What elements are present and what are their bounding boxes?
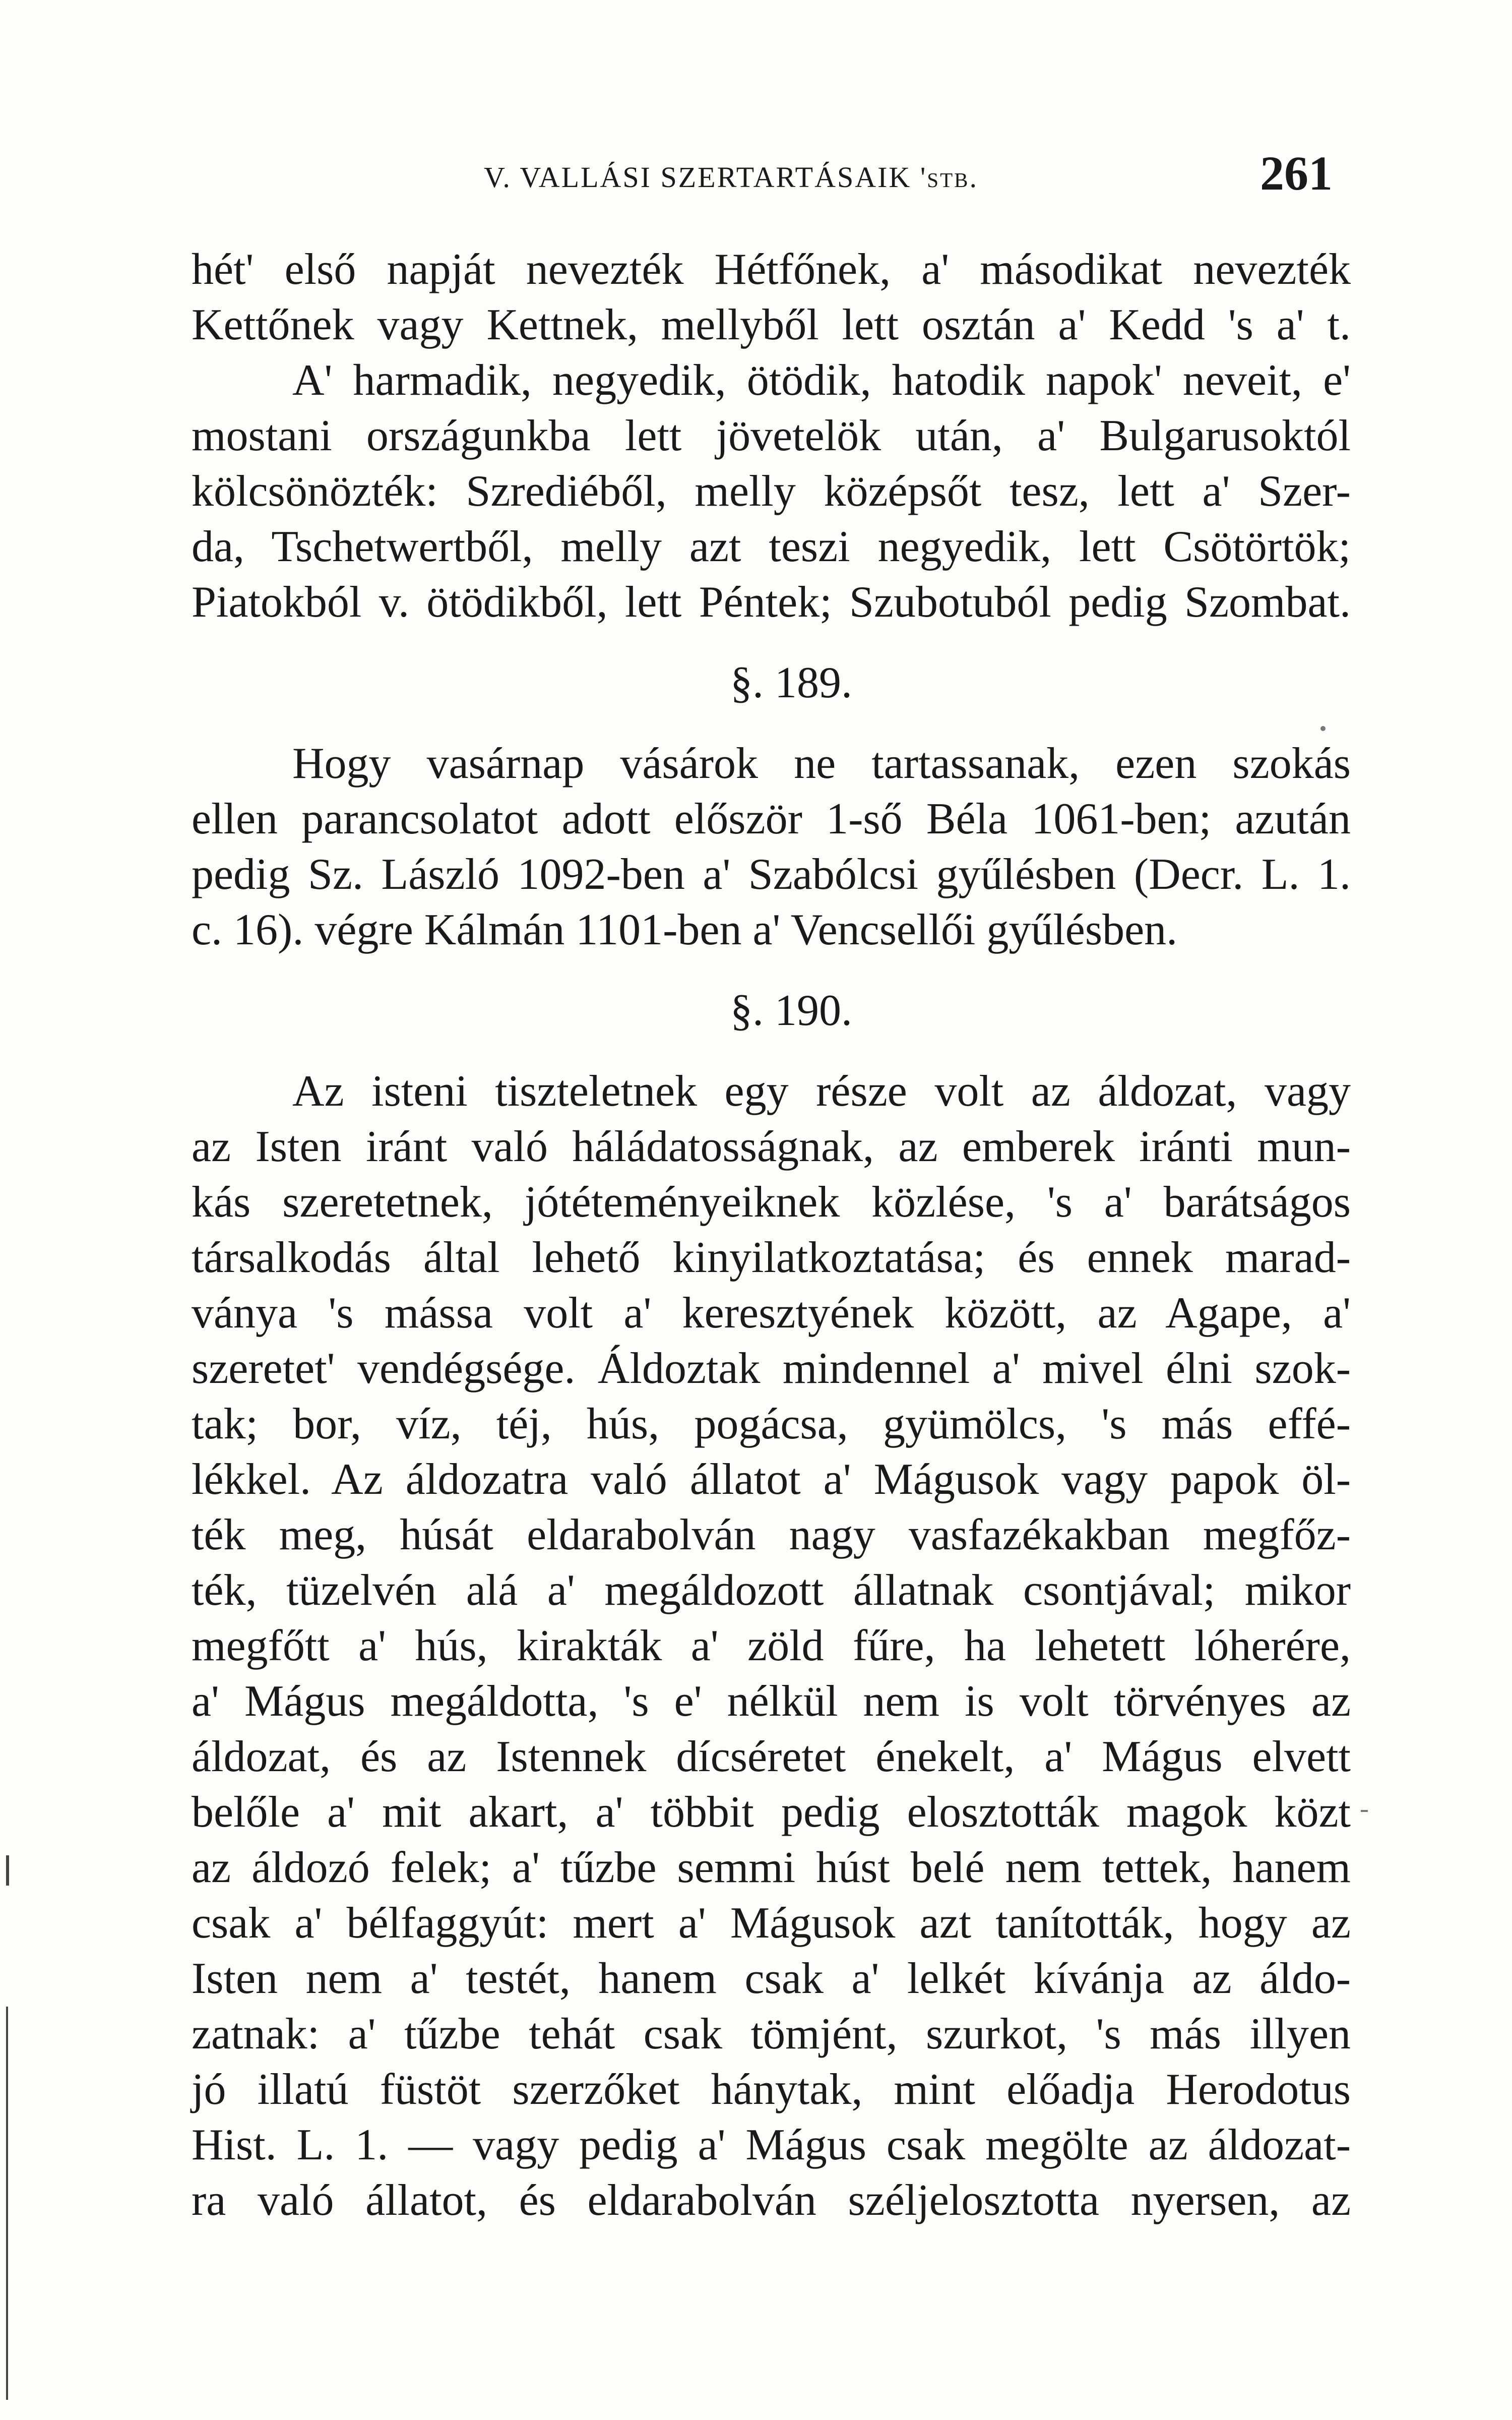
text-line: Hist. L. 1. — vagy pedig a' Mágus csak megölte az áldozat- [192,2121,1351,2169]
text-line: az áldozó felek; a' tűzbe semmi húst belé nem tettek, hanem [192,1843,1351,1892]
margin-binding-mark [6,2007,8,2400]
text-line: ték meg, húsát eldarabolván nagy vasfazékakban megfőz- [192,1510,1351,1559]
text-line: pedig Sz. László 1092-ben a' Szabólcsi gyűlésben (Decr. L. 1. [192,850,1351,899]
text-line: tak; bor, víz, téj, hús, pogácsa, gyümölcs, 's más effé- [192,1400,1351,1448]
text-line: kölcsönözték: Szrediéből, melly középsőt tesz, lett a' Szer- [192,467,1351,516]
text-line: ra való állatot, és eldarabolván széljelosztotta nyersen, az [192,2176,1351,2225]
text-line: kás szeretetnek, jótéteményeiknek közlése, 's a' barátságos [192,1178,1351,1227]
text-line: da, Tschetwertből, melly azt teszi negyedik, lett Csötörtök; [192,522,1351,571]
text-line: zatnak: a' tűzbe tehát csak tömjént, szurkot, 's más illyen [192,2010,1351,2059]
text-line: ellen parancsolatot adott először 1-ső Béla 1061-ben; azután [192,795,1351,843]
text-line: Hogy vasárnap vásárok ne tartassanak, ezen szokás [292,739,1351,788]
text-line: Isten nem a' testét, hanem csak a' lelkét kívánja az áldo- [192,1954,1351,2003]
section-190-paragraph [192,1064,1351,2228]
text-line: szeretet' vendégsége. Áldoztak mindennel a' mivel élni szok- [192,1344,1351,1393]
running-head: V. VALLÁSI SZERTARTÁSAIK 'stb. [484,161,978,194]
text-line: csak a' bélfaggyút: mert a' Mágusok azt tanították, hogy az [192,1899,1351,1948]
text-line: belőle a' mit akart, a' többit pedig elosztották magok közt [192,1788,1351,1837]
text-line: ték, tüzelvén alá a' megáldozott állatnak csontjával; mikor [192,1566,1351,1615]
text-line: áldozat, és az Istennek dícséretet énekelt, a' Mágus elvett [192,1732,1351,1781]
text-line: az Isten iránt való háládatosságnak, az emberek iránti mun- [192,1122,1351,1171]
text-line: társalkodás által lehető kinyilatkoztatása; és ennek marad- [192,1233,1351,1282]
section-189-paragraph [192,736,1351,958]
text-line: Az isteni tiszteletnek egy része volt az áldozat, vagy [292,1067,1351,1116]
text-line: mostani országunkba lett jövetelök után, a' Bulgarusoktól [192,411,1351,460]
text-line: lékkel. Az áldozatra való állatot a' Mágusok vagy papok öl- [192,1455,1351,1504]
text-line: hét' első napját nevezték Hétfőnek, a' másodikat nevezték [192,245,1351,294]
margin-binding-mark [6,1855,9,1886]
page-number: 261 [1260,146,1333,200]
paragraph-1 [192,242,1351,630]
ink-speck [1361,1810,1368,1812]
text-block [192,242,1351,2228]
text-line: megfőtt a' hús, kirakták a' zöld fűre, ha lehetett lóherére, [192,1621,1351,1670]
section-heading-189: §. 189. [730,658,852,707]
text-line: A' harmadik, negyedik, ötödik, hatodik napok' neveit, e' [292,356,1351,405]
text-line: Piatokból v. ötödikből, lett Péntek; Szubotuból pedig Szombat. [192,578,1351,627]
text-line: jó illatú füstöt szerzőket hánytak, mint előadja Herodotus [192,2065,1351,2114]
text-line: ványa 's mássa volt a' keresztyének között, az Agape, a' [192,1289,1351,1338]
section-heading-190: §. 190. [730,986,852,1035]
text-line: c. 16). végre Kálmán 1101-ben a' Vencsellői gyűlésben. [192,905,1178,954]
text-line: Kettőnek vagy Kettnek, mellyből lett osztán a' Kedd 's a' t. [192,300,1351,349]
text-line: a' Mágus megáldotta, 's e' nélkül nem is volt törvényes az [192,1677,1351,1726]
